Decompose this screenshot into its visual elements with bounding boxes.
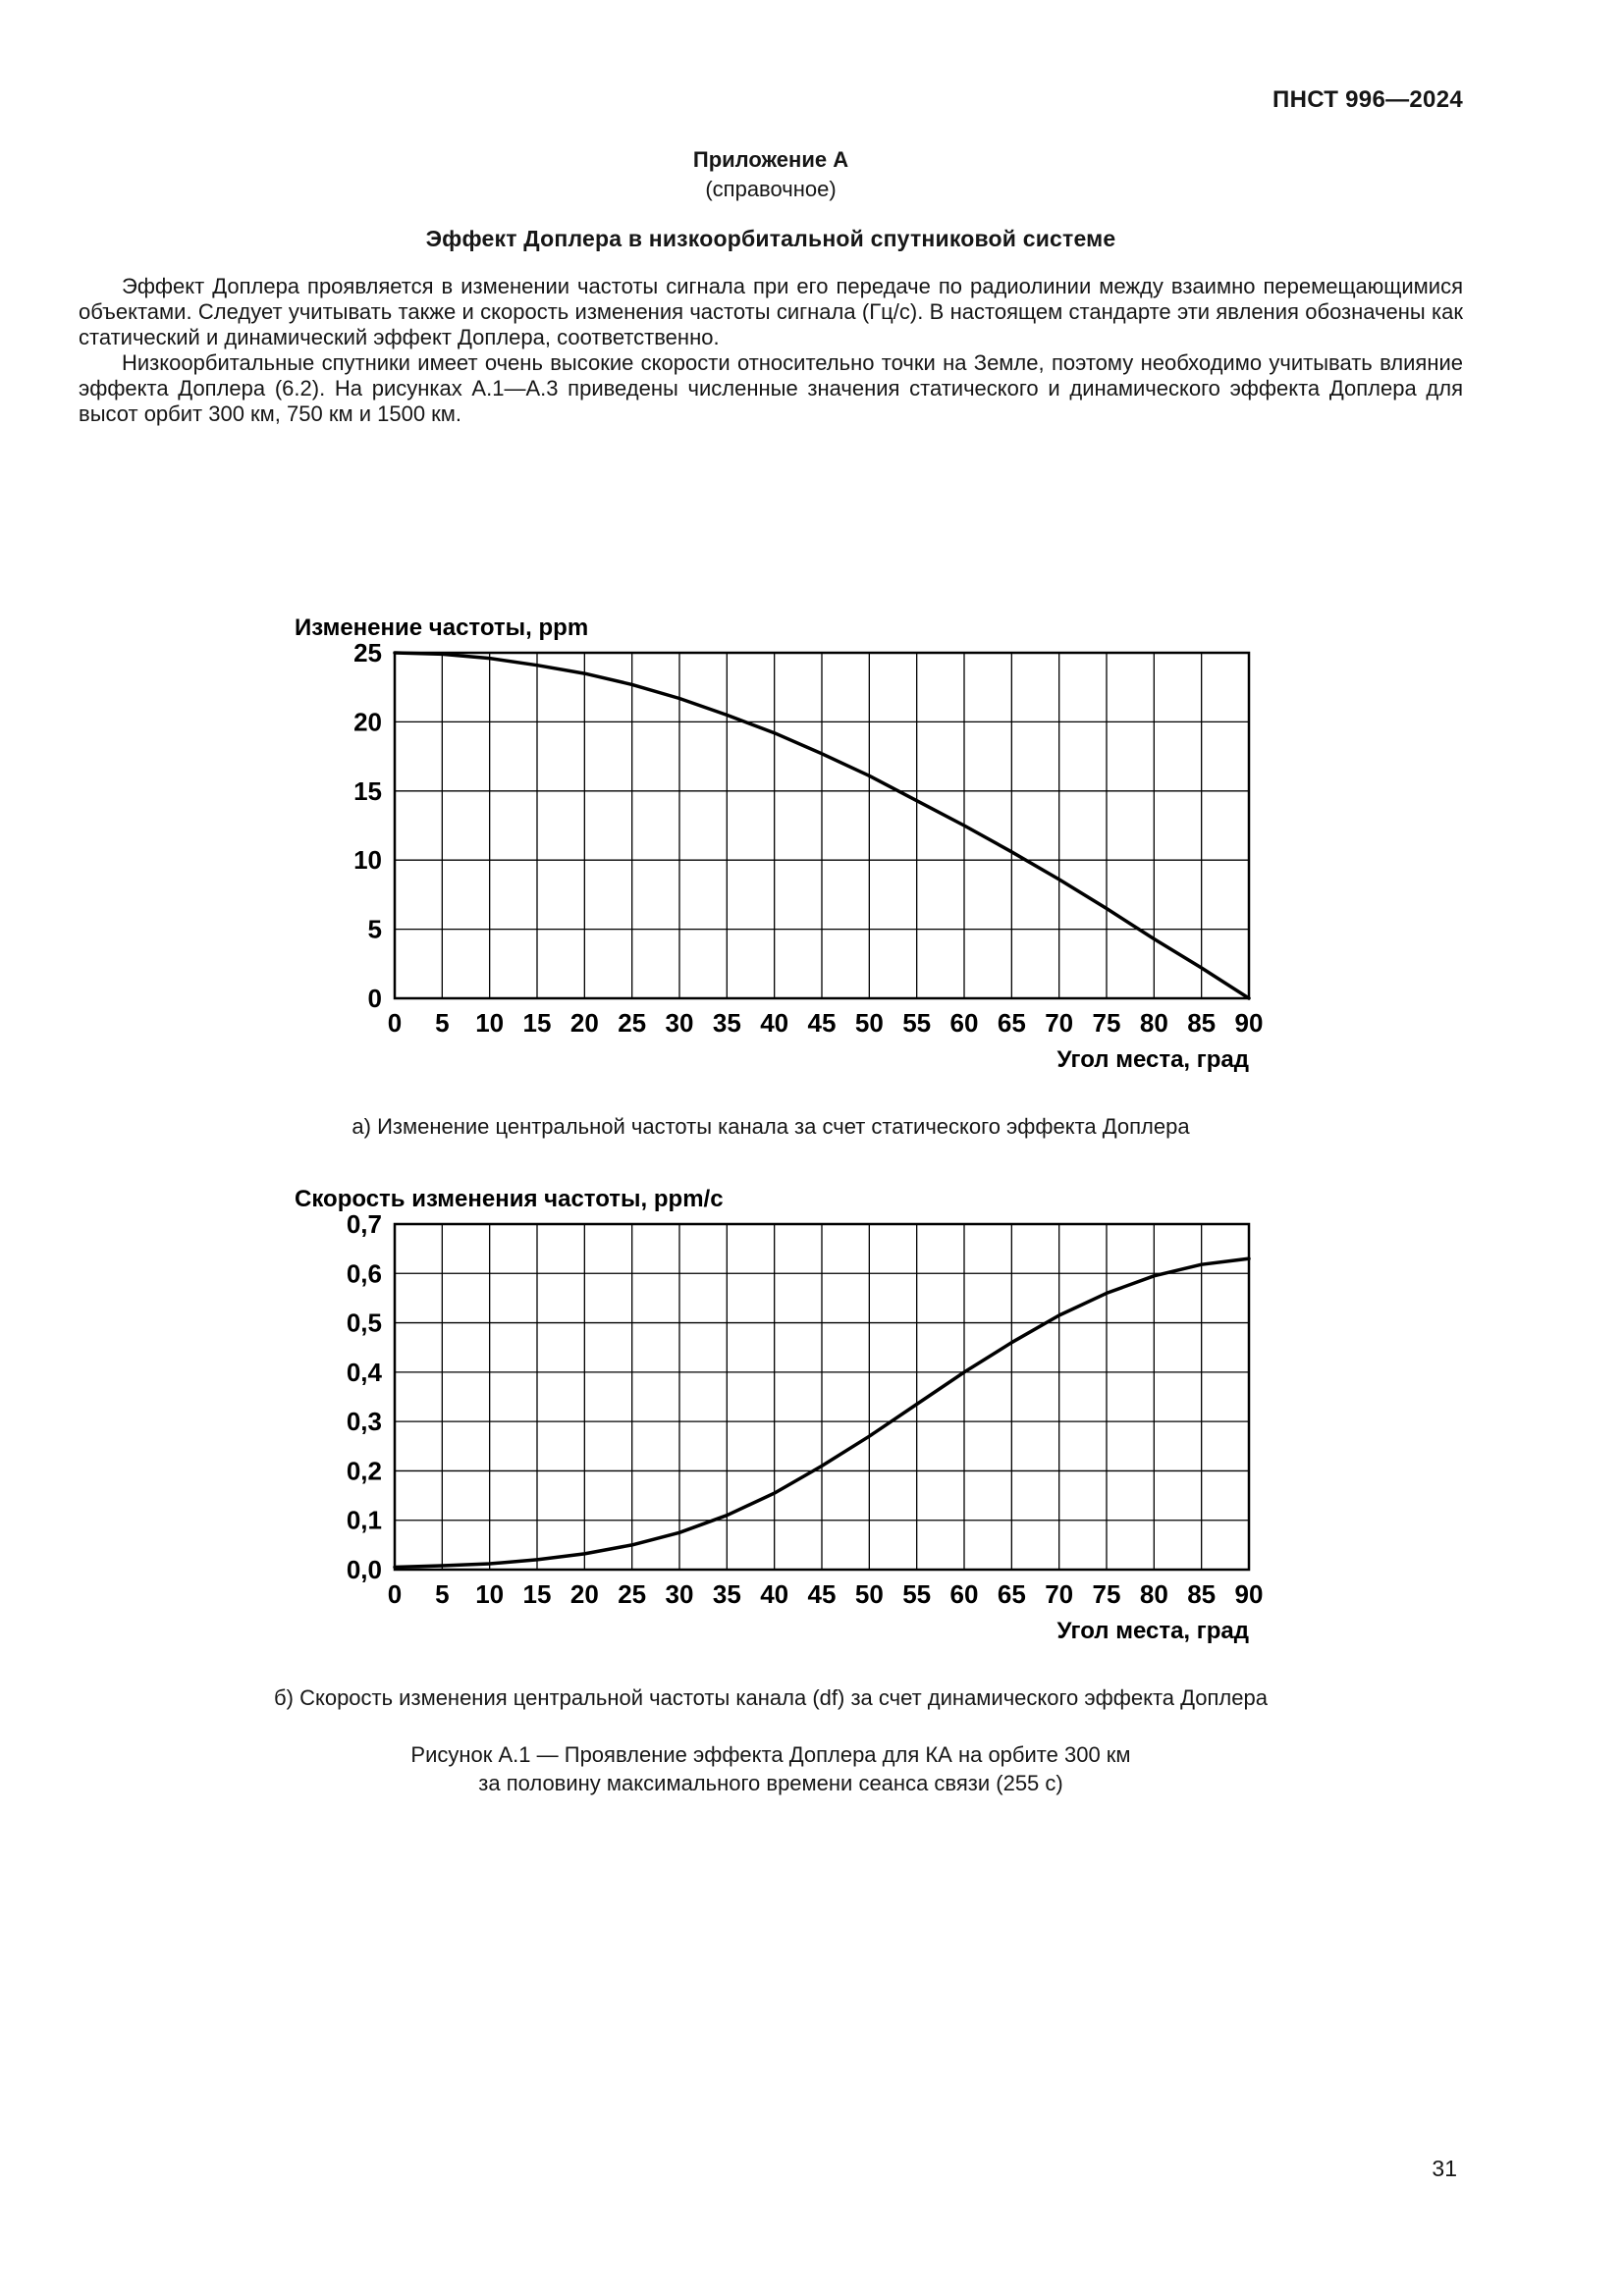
figure-caption-line1: Рисунок А.1 — Проявление эффекта Доплера для КА на орбите 300 км [410, 1742, 1131, 1767]
y-tick-label: 10 [353, 845, 382, 876]
x-tick-label: 0 [387, 1579, 403, 1609]
x-tick-label: 60 [949, 1579, 979, 1609]
chart-title: Изменение частоты, ppm [295, 614, 589, 641]
appendix-type: (справочное) [705, 177, 837, 201]
x-tick-label: 25 [618, 1579, 647, 1609]
y-tick-label: 25 [353, 638, 382, 667]
x-tick-label: 15 [522, 1579, 552, 1609]
x-tick-label: 15 [522, 1008, 552, 1038]
x-tick-label: 50 [854, 1008, 884, 1038]
figure-caption [79, 1740, 1463, 1797]
y-tick-label: 0,0 [346, 1555, 382, 1584]
caption-b: б) Скорость изменения центральной частоты канала (df) за счет динамического эффекта Доплера [274, 1685, 1268, 1710]
x-tick-label: 10 [475, 1579, 505, 1609]
x-tick-label: 60 [949, 1008, 979, 1038]
y-tick-label: 0,2 [346, 1456, 382, 1486]
appendix-title: Эффект Доплера в низкоорбитальной спутниковой системе [425, 226, 1116, 251]
x-tick-label: 55 [902, 1008, 932, 1038]
x-tick-label: 40 [760, 1579, 789, 1609]
document-code: ПНСТ 996—2024 [1272, 86, 1463, 113]
figure-caption-line2: за половину максимального времени сеанса связи (255 с) [478, 1771, 1063, 1795]
x-tick-label: 40 [760, 1008, 789, 1038]
y-tick-label: 0 [367, 984, 382, 1013]
x-tick-label: 5 [435, 1008, 450, 1038]
body-text [79, 274, 1463, 427]
x-tick-label: 65 [997, 1579, 1026, 1609]
x-tick-label: 65 [997, 1008, 1026, 1038]
chart-static-doppler-svg [287, 606, 1377, 1075]
x-tick-label: 5 [435, 1579, 450, 1609]
x-tick-label: 25 [618, 1008, 647, 1038]
x-tick-label: 90 [1234, 1008, 1264, 1038]
x-tick-label: 30 [665, 1008, 694, 1038]
x-tick-label: 45 [807, 1579, 837, 1609]
paragraph-2: Низкоорбитальные спутники имеет очень высокие скорости относительно точки на Земле, поэтому необходимо учитывать влияние эффекта Доплера (6.2). На рисунках А.1—А.3 приведены численные значения статического и динамического эффекта Доплера для высот орбит 300 км, 750 км и 1500 км. [79, 350, 1463, 426]
x-tick-label: 80 [1139, 1008, 1168, 1038]
x-tick-label: 35 [712, 1008, 741, 1038]
x-tick-label: 55 [902, 1579, 932, 1609]
x-tick-label: 85 [1187, 1579, 1217, 1609]
x-tick-label: 50 [854, 1579, 884, 1609]
y-tick-label: 5 [367, 914, 382, 944]
y-tick-label: 15 [353, 775, 382, 806]
x-axis-label: Угол места, град [1056, 1618, 1249, 1644]
y-tick-label: 0,3 [346, 1407, 382, 1437]
y-tick-label: 0,1 [346, 1505, 382, 1535]
x-tick-label: 70 [1045, 1579, 1074, 1609]
chart-title: Скорость изменения частоты, ppm/c [295, 1186, 724, 1212]
y-tick-label: 0,5 [346, 1308, 382, 1338]
x-tick-label: 75 [1092, 1008, 1121, 1038]
x-tick-label: 30 [665, 1579, 694, 1609]
chart-static-doppler [287, 606, 1463, 1075]
appendix-label: Приложение А [692, 147, 849, 172]
paragraph-1: Эффект Доплера проявляется в изменении частоты сигнала при его передаче по радиолинии между взаимно перемещающимися объектами. Следует учитывать также и скорость изменения частоты сигнала (Гц/с). В настоящем стандарте эти явления обозначены как статический и динамический эффект Доплера, соответственно. [79, 274, 1463, 349]
y-tick-label: 0,6 [346, 1258, 382, 1289]
chart-dynamic-doppler-svg [287, 1177, 1377, 1646]
x-tick-label: 20 [569, 1008, 599, 1038]
y-tick-label: 0,7 [346, 1209, 382, 1239]
chart-dynamic-doppler [287, 1177, 1463, 1646]
y-tick-label: 0,4 [346, 1357, 382, 1387]
page-number: 31 [1432, 2156, 1457, 2181]
caption-a: а) Изменение центральной частоты канала за счет статического эффекта Доплера [352, 1114, 1190, 1139]
x-tick-label: 0 [387, 1008, 403, 1038]
x-tick-label: 75 [1092, 1579, 1121, 1609]
x-tick-label: 35 [712, 1579, 741, 1609]
x-tick-label: 80 [1139, 1579, 1168, 1609]
x-tick-label: 20 [569, 1579, 599, 1609]
x-tick-label: 45 [807, 1008, 837, 1038]
y-tick-label: 20 [353, 707, 382, 737]
x-tick-label: 10 [475, 1008, 505, 1038]
x-tick-label: 70 [1045, 1008, 1074, 1038]
x-tick-label: 85 [1187, 1008, 1217, 1038]
x-axis-label: Угол места, град [1056, 1046, 1249, 1073]
x-tick-label: 90 [1234, 1579, 1264, 1609]
